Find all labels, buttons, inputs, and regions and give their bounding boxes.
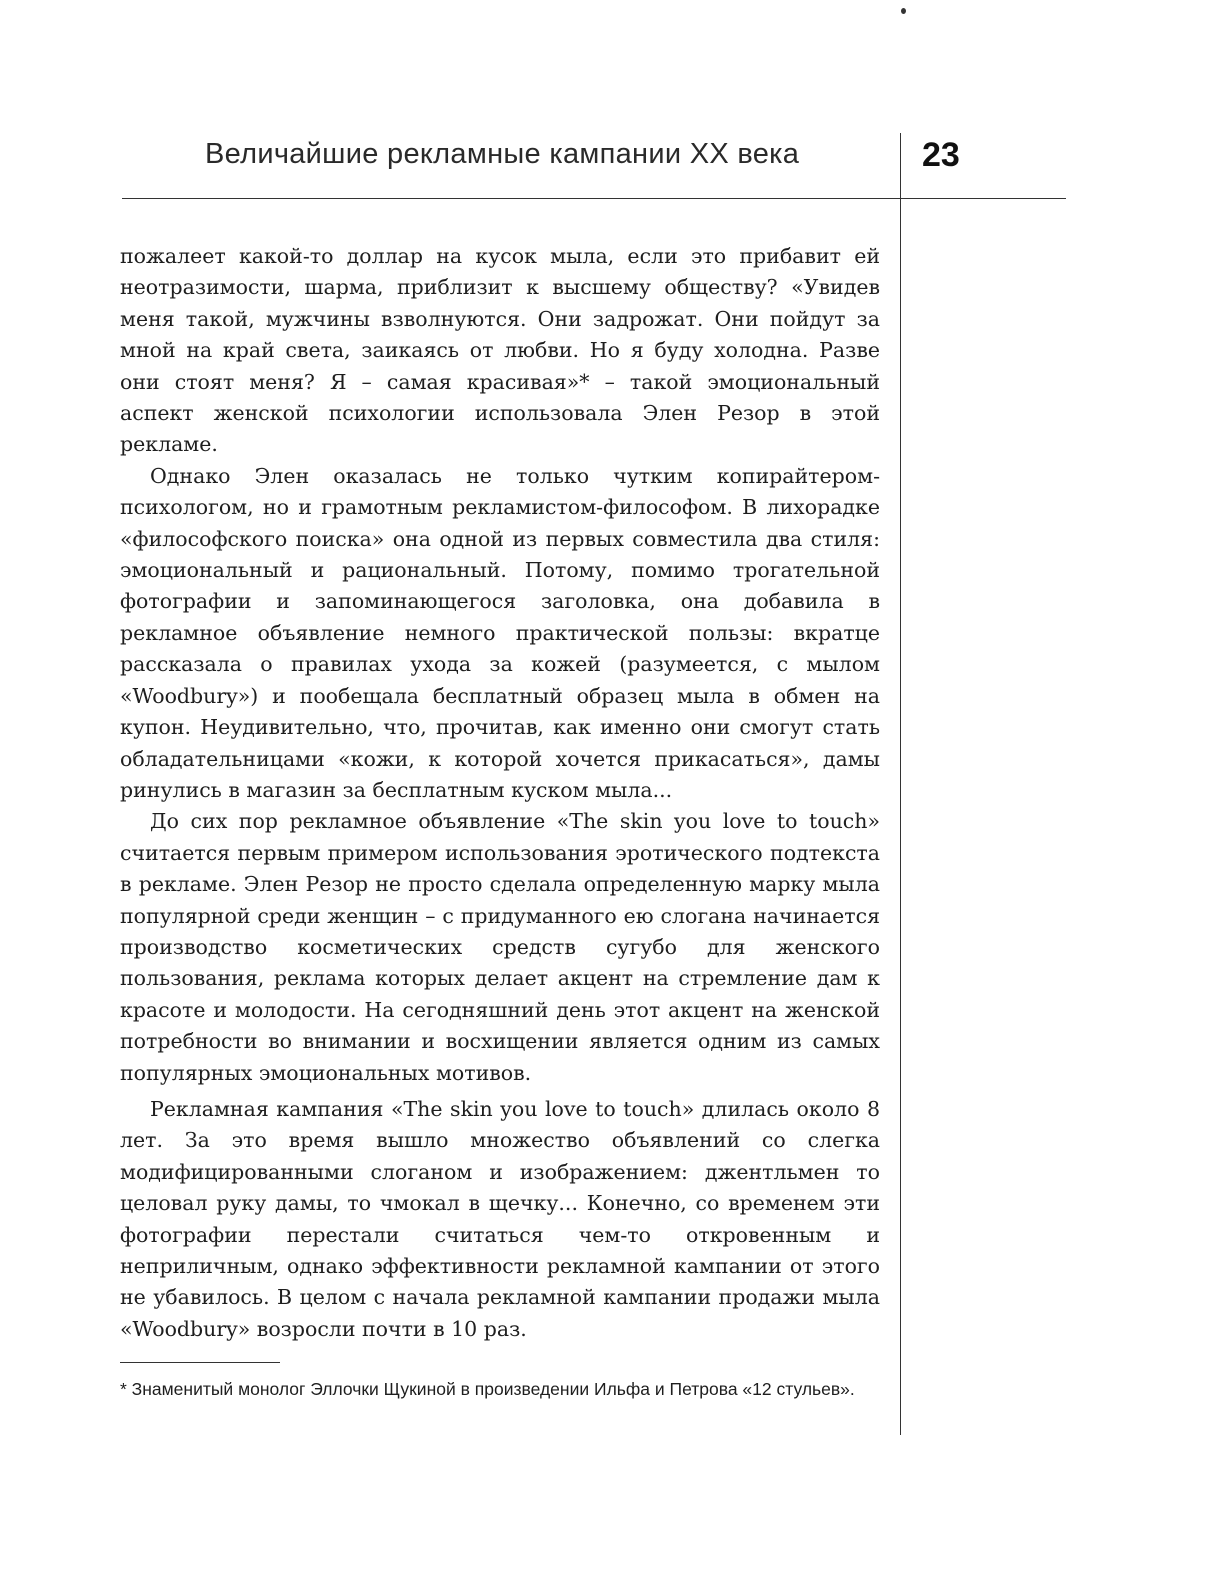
paragraph-1: пожалеет какой-то доллар на кусок мыла, если это прибавит ей неотразимости, шарма, приблизит к высшему обществу? «Увидев меня такой, мужчины взволнуются. Они задрожат. Они пойдут за мной на край света, заикаясь от любви. Но я буду холодна. Разве они стоят меня? Я – самая красивая»* – такой эмоциональный аспект женской психологии использовала Элен Резор в этой рекламе. xyxy=(120,244,880,457)
paragraph-2: Однако Элен оказалась не только чутким копирайтером-психологом, но и грамотным рекламистом-философом. В лихорадке «философского поиска» она одной из первых совместила два стиля: эмоциональный и рациональный. Потому, помимо трогательной фотографии и запоминающегося заголовка, она добавила в рекламное объявление немного практической пользы: вкратце рассказала о правилах ухода за кожей (разумеется, с мылом «Woodbury») и пообещала бесплатный образец мыла в обмен на купон. Неудивительно, что, прочитав, как именно они смогут стать обладательницами «кожи, к которой хочется прикасаться», дамы ринулись в магазин за бесплатным куском мыла... xyxy=(120,463,880,802)
body-text xyxy=(120,241,880,1345)
running-head-title: Величайшие рекламные кампании XX века xyxy=(205,138,800,170)
footnote-rule xyxy=(120,1362,280,1363)
header-rule xyxy=(122,198,1066,199)
footnote: * Знаменитый монолог Эллочки Щукиной в произведении Ильфа и Петрова «12 стульев». xyxy=(120,1379,855,1399)
scan-speck xyxy=(901,8,906,14)
paragraph-4: Рекламная кампания «The skin you love to touch» длилась около 8 лет. За это время вышло множество объявлений со слегка модифицированными слоганом и изображением: джентльмен то целовал руку дамы, то чмокал в щечку... Конечно, со временем эти фотографии перестали считаться чем-то откровенным и неприличным, однако эффективности рекламной кампании от этого не убавилось. В целом с начала рекламной кампании продажи мыла «Woodbury» возросли почти в 10 раз. xyxy=(120,1096,880,1341)
margin-vertical-rule xyxy=(900,133,901,1435)
page-number: 23 xyxy=(922,136,960,174)
paragraph-3: До сих пор рекламное объявление «The skin you love to touch» считается первым примером использования эротического подтекста в рекламе. Элен Резор не просто сделала определенную марку мыла популярной среди женщин – с придуманного ею слогана начинается производство косметических средств сугубо для женского пользования, реклама которых делает акцент на стремление дам к красоте и молодости. На сегодняшний день этот акцент на женской потребности во внимании и восхищении является одним из самых популярных эмоциональных мотивов. xyxy=(120,809,880,1085)
